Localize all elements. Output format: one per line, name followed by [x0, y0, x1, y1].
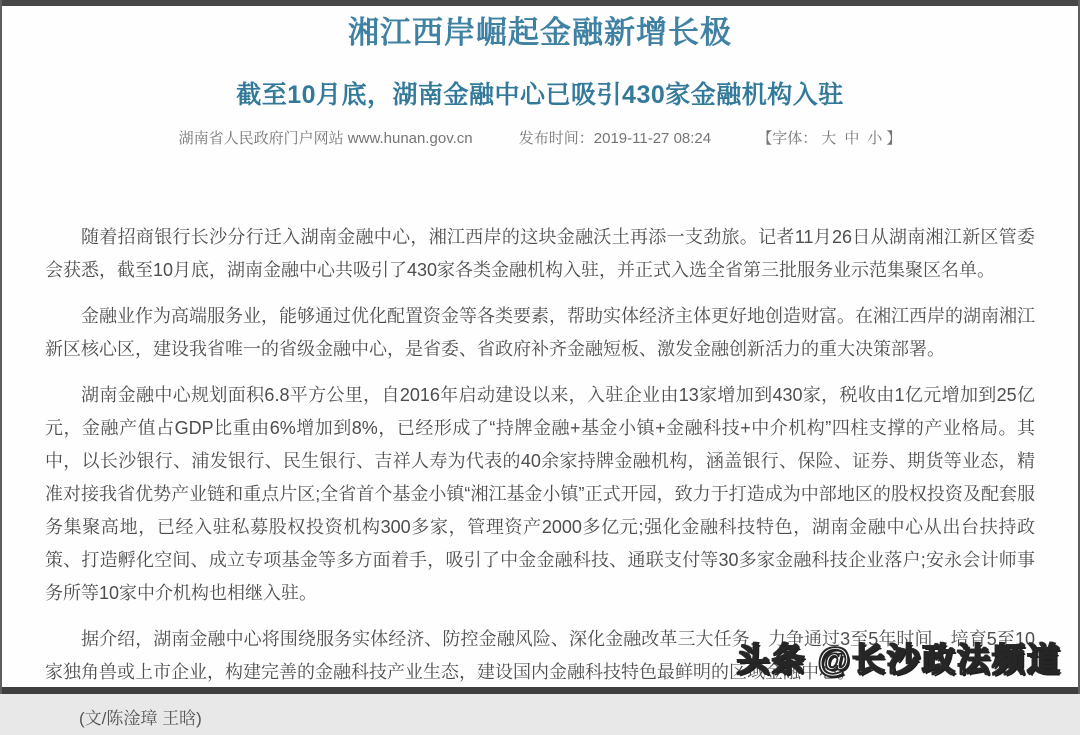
author-byline: (文/陈淦璋 王晗) [79, 709, 202, 728]
article-header [2, 0, 1078, 149]
paragraph-1: 随着招商银行长沙分行迁入湖南金融中心，湘江西岸的这块金融沃土再添一支劲旅。记者11月26日从湖南湘江新区管委会获悉，截至10月底，湖南金融中心共吸引了430家各类金融机构入驻，并正式入选全省第三批服务业示范集聚区名单。 [45, 227, 1035, 280]
font-size-medium-button[interactable]: 中 [844, 130, 860, 147]
publish-time-value: 2019-11-27 08:24 [593, 130, 712, 147]
font-size-small-button[interactable]: 小 [867, 130, 883, 147]
font-size-large-button[interactable]: 大 [821, 130, 837, 147]
bottom-frame-bar [2, 687, 1078, 694]
toutiao-channel-watermark: 头条 @长沙政法频道 [736, 641, 1062, 678]
paragraph-3: 湖南金融中心规划面积6.8平方公里，自2016年启动建设以来，入驻企业由13家增加到430家，税收由1亿元增加到25亿元，金融产值占GDP比重由6%增加到8%，已经形成了“持牌金融+基金小镇+金融科技+中介机构”四柱支撑的产业格局。其中，以长沙银行、浦发银行、民生银行、吉祥人寿为代表的40余家持牌金融机构，涵盖银行、保险、证券、期货等业态，精准对接我省优势产业链和重点片区;全省首个基金小镇“湘江基金小镇”正式开园，致力于打造成为中部地区的股权投资及配套服务集聚高地，已经入驻私募股权投资机构300多家，管理资产2000多亿元;强化金融科技特色，湖南金融中心从出台扶持政策、打造孵化空间、成立专项基金等多方面着手，吸引了中金金融科技、通联支付等30多家金融科技企业落户;安永会计师事务所等10家中介机构也相继入驻。 [45, 385, 1035, 603]
paragraph-2: 金融业作为高端服务业，能够通过优化配置资金等各类要素，帮助实体经济主体更好地创造财富。在湘江西岸的湖南湘江新区核心区，建设我省唯一的省级金融中心，是省委、省政府补齐金融短板、激发金融创新活力的重大决策部署。 [45, 306, 1035, 359]
publish-time-group [519, 129, 711, 149]
page-title: 湘江西岸崛起金融新增长极 [348, 15, 732, 50]
font-size-control [757, 129, 901, 149]
publish-time-label: 发布时间： [518, 130, 594, 147]
top-frame-bar [2, 0, 1078, 6]
font-bracket-open: 【字体： [757, 130, 818, 147]
paragraph-4: 据介绍，湖南金融中心将围绕服务实体经济、防控金融风险、深化金融改革三大任务，力争通过3至5年时间，培育5至10家独角兽或上市企业，构建完善的金融科技产业生态，建设国内金融科技特色最鲜明的区域金融中心。 [45, 629, 1035, 682]
article-meta-line [2, 129, 1078, 149]
source-site-label: 湖南省人民政府门户网站 www.hunan.gov.cn [178, 130, 473, 147]
article-subtitle: 截至10月底，湖南金融中心已吸引430家金融机构入驻 [236, 81, 844, 109]
font-bracket-close: 】 [886, 130, 902, 147]
